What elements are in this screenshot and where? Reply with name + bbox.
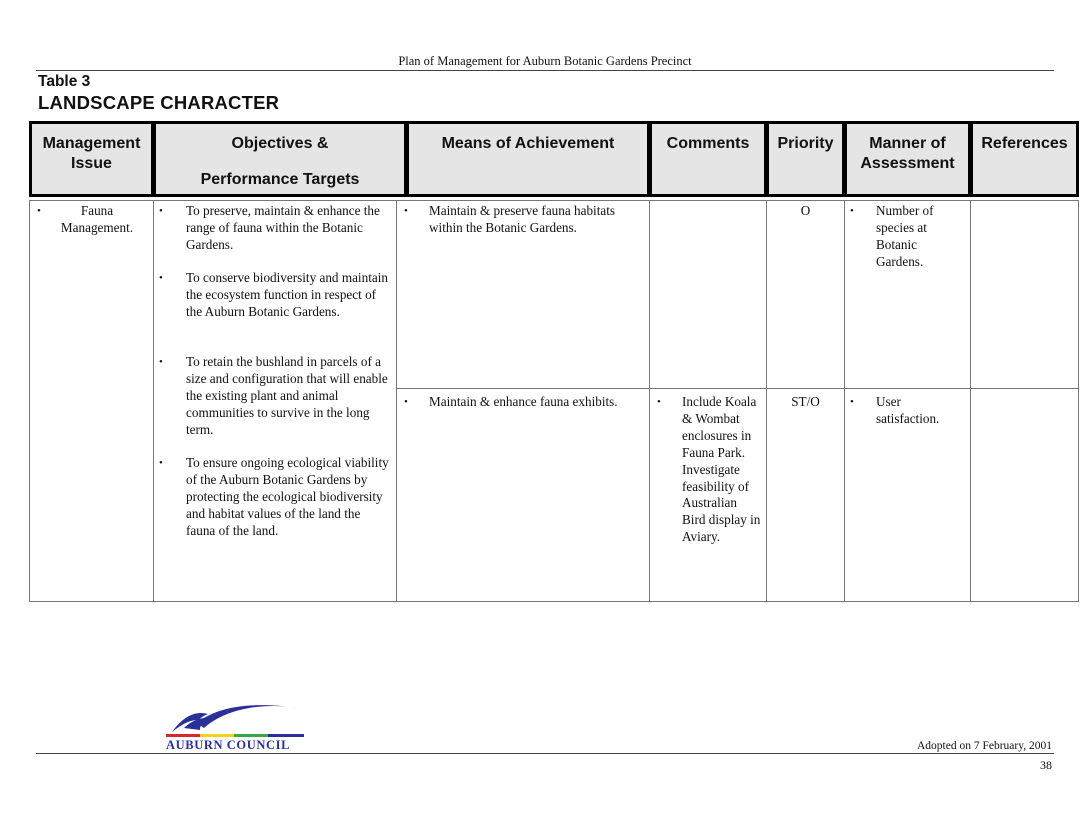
cell-priority-row-2	[766, 388, 845, 602]
list-item	[850, 203, 966, 271]
cell-comments-row-2	[649, 388, 767, 602]
objective-item	[159, 203, 391, 254]
table-label: Table 3	[38, 73, 91, 90]
comments-text: Include Koala & Wombat enclosures in Fauna Park. Investigate feasibility of Australian Bird display in Aviary.	[682, 394, 761, 545]
cell-priority-row-1	[766, 200, 845, 389]
page-header: Plan of Management for Auburn Botanic Gardens Precinct	[36, 54, 1054, 71]
cell-references-row-2	[970, 388, 1079, 602]
means-text: Maintain & enhance fauna exhibits.	[429, 394, 618, 409]
bullet-icon: •	[159, 205, 163, 217]
objective-item	[159, 270, 391, 321]
objective-item	[159, 455, 391, 540]
list-item	[657, 394, 763, 546]
bullet-icon: •	[404, 396, 408, 408]
bullet-icon: •	[657, 396, 661, 408]
assessment-text: User satisfaction.	[876, 394, 940, 426]
logo-text: AUBURN COUNCIL	[166, 738, 291, 752]
objective-text: To ensure ongoing ecological viability of the Auburn Botanic Gardens by protecting the ecological biodiversity and habitat values of the land the fauna of the land.	[186, 455, 389, 538]
page-number: 38	[1040, 758, 1052, 772]
bullet-icon: •	[850, 205, 854, 217]
bullet-icon: •	[37, 205, 41, 217]
cell-management-issue	[29, 200, 154, 602]
bullet-icon: •	[159, 356, 163, 368]
cell-assessment-row-1	[844, 200, 971, 389]
priority-value: O	[800, 203, 811, 218]
cell-means-row-2	[396, 388, 650, 602]
header-assessment: Manner of Assessment	[844, 121, 971, 197]
list-item	[404, 394, 644, 411]
means-text: Maintain & preserve fauna habitats within the Botanic Gardens.	[429, 203, 616, 235]
header-references: References	[970, 121, 1079, 197]
cell-assessment-row-2	[844, 388, 971, 602]
bullet-icon: •	[850, 396, 854, 408]
header-management-issue: Management Issue	[29, 121, 154, 197]
logo-stripe-red	[166, 734, 200, 737]
bullet-icon: •	[159, 457, 163, 469]
header-objectives	[153, 121, 407, 197]
objective-text: To retain the bushland in parcels of a size and configuration that will enable the existing plant and animal communities to survive in the long term.	[186, 354, 388, 437]
footer-divider	[36, 753, 1054, 754]
header-objectives-label: Objectives &	[231, 135, 329, 152]
list-item	[404, 203, 640, 237]
assessment-text: Number of species at Botanic Gardens.	[876, 203, 934, 269]
cell-means-row-1	[396, 200, 650, 389]
header-means: Means of Achievement	[406, 121, 650, 197]
bullet-icon: •	[404, 205, 408, 217]
adopted-date: Adopted on 7 February, 2001	[917, 740, 1052, 752]
cell-references-row-1	[970, 200, 1079, 389]
table-title: LANDSCAPE CHARACTER	[38, 92, 280, 113]
logo-stripe-yellow	[200, 734, 234, 737]
bullet-icon: •	[159, 272, 163, 284]
objective-text: To conserve biodiversity and maintain the ecosystem function in respect of the Auburn Botanic Gardens.	[186, 270, 388, 319]
cell-comments-row-1	[649, 200, 767, 389]
list-item	[850, 394, 966, 428]
logo-stripe-blue	[268, 734, 304, 737]
objective-item	[159, 354, 391, 439]
logo-stripe-green	[234, 734, 268, 737]
header-comments: Comments	[649, 121, 767, 197]
cell-objectives	[153, 200, 397, 602]
objective-text: To preserve, maintain & enhance the range of fauna within the Botanic Gardens.	[186, 203, 380, 252]
header-priority: Priority	[766, 121, 845, 197]
list-item	[37, 203, 145, 237]
priority-value: ST/O	[791, 394, 820, 409]
header-performance-targets-label: Performance Targets	[200, 170, 360, 188]
management-issue-text: Fauna Management.	[60, 203, 134, 235]
